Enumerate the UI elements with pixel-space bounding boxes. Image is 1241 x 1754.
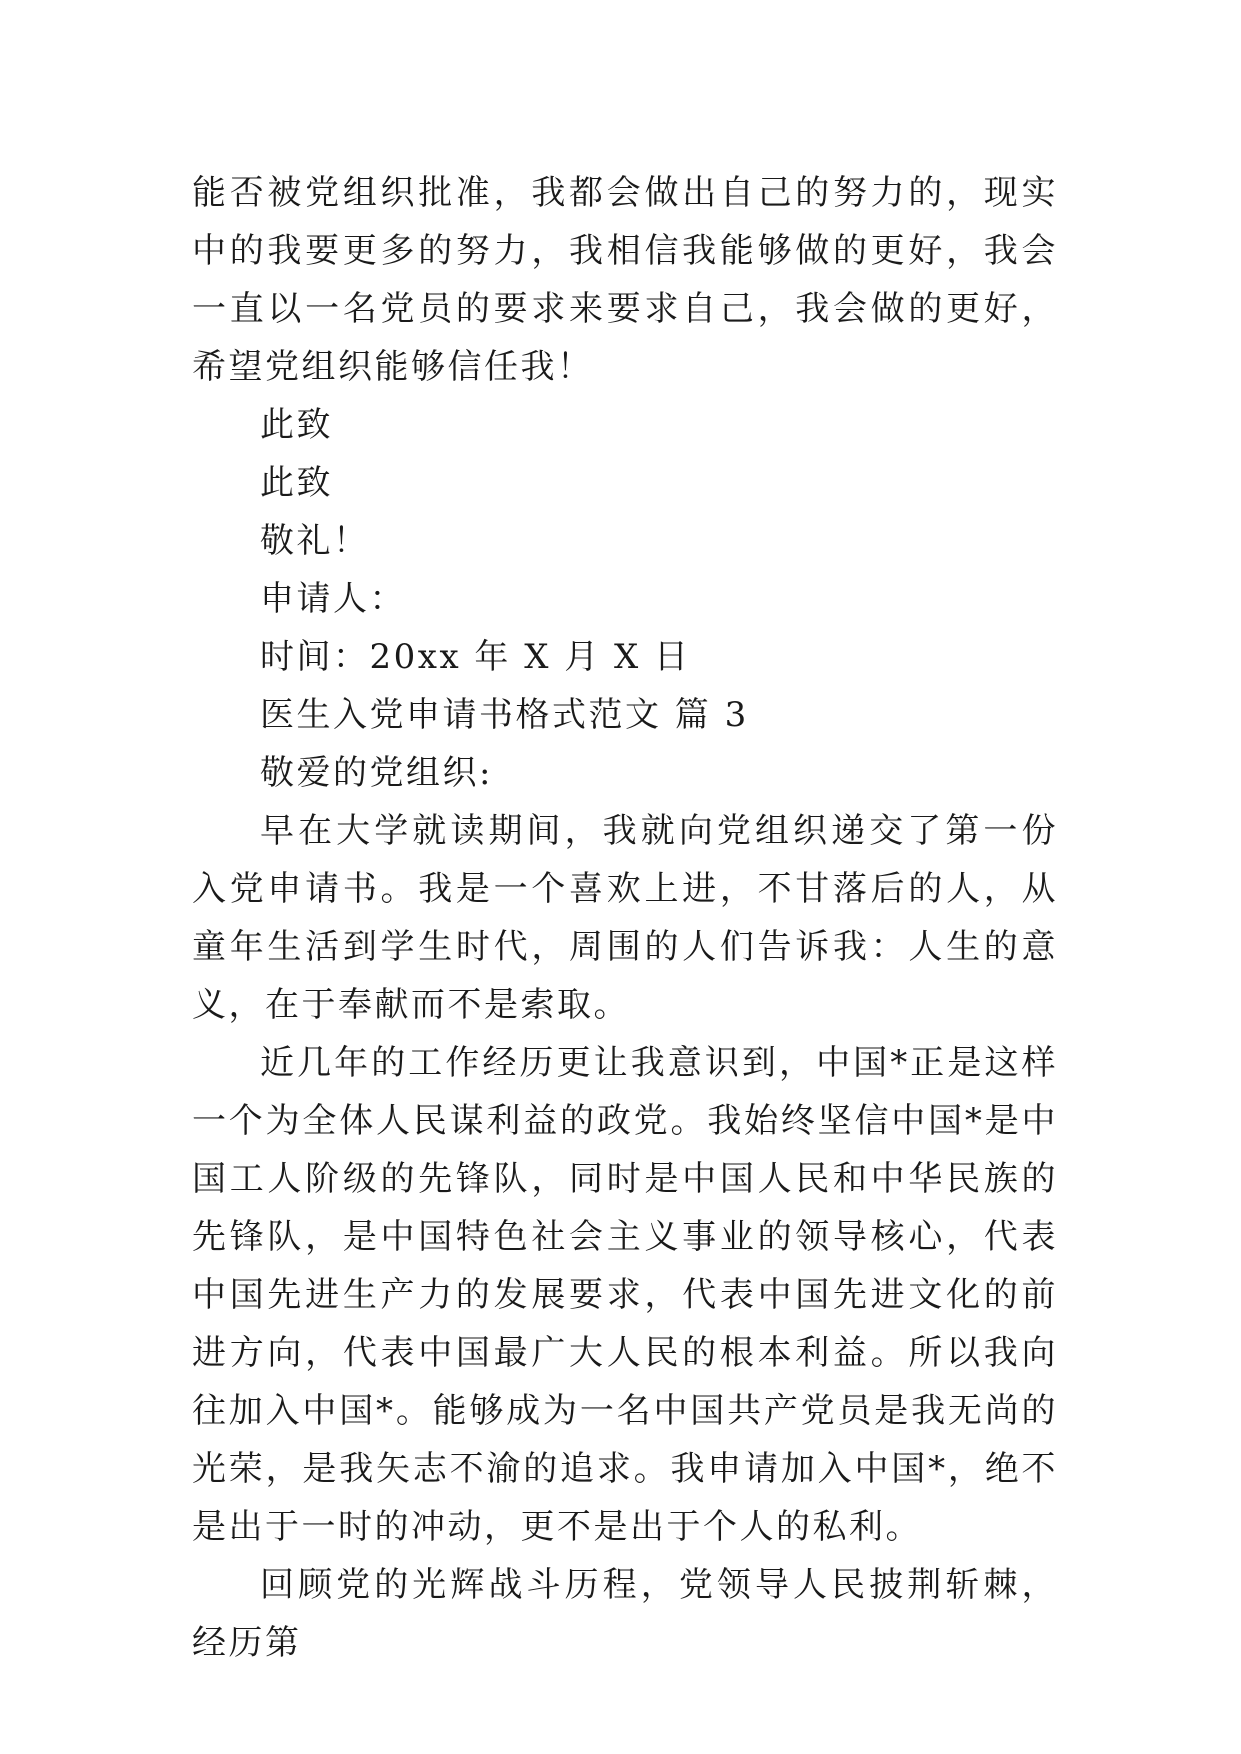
body-paragraph: 早在大学就读期间，我就向党组织递交了第一份入党申请书。我是一个喜欢上进，不甘落后的人，从童年生活到学生时代，周围的人们告诉我：人生的意义，在于奉献而不是索取。 [192,811,1058,1025]
salutation-line: 此致 [260,405,333,445]
document-body [192,164,1058,1672]
paragraph-closing: 能否被党组织批准，我都会做出自己的努力的，现实中的我要更多的努力，我相信我能够做的更好，我会一直以一名党员的要求来要求自己，我会做的更好，希望党组织能够信任我！ [192,173,1058,387]
applicant-line: 申请人： [260,579,406,619]
greeting-line: 敬爱的党组织: [260,753,493,793]
body-paragraph: 回顾党的光辉战斗历程，党领导人民披荆斩棘，经历第 [192,1565,1058,1663]
body-paragraph: 近几年的工作经历更让我意识到，中国*正是这样一个为全体人民谋利益的政党。我始终坚信中国*是中国工人阶级的先锋队，同时是中国人民和中华民族的先锋队，是中国特色社会主义事业的领导核心，代表中国先进生产力的发展要求，代表中国先进文化的前进方向，代表中国最广大人民的根本利益。所以我向往加入中国*。能够成为一名中国共产党员是我无尚的光荣，是我矢志不渝的追求。我申请加入中国*，绝不是出于一时的冲动，更不是出于个人的私利。 [192,1043,1058,1547]
regards-line: 敬礼！ [260,521,370,561]
salutation-line: 此致 [260,463,333,503]
date-line: 时间：20xx 年 X 月 X 日 [260,637,691,677]
section-heading: 医生入党申请书格式范文 篇 3 [260,695,749,735]
